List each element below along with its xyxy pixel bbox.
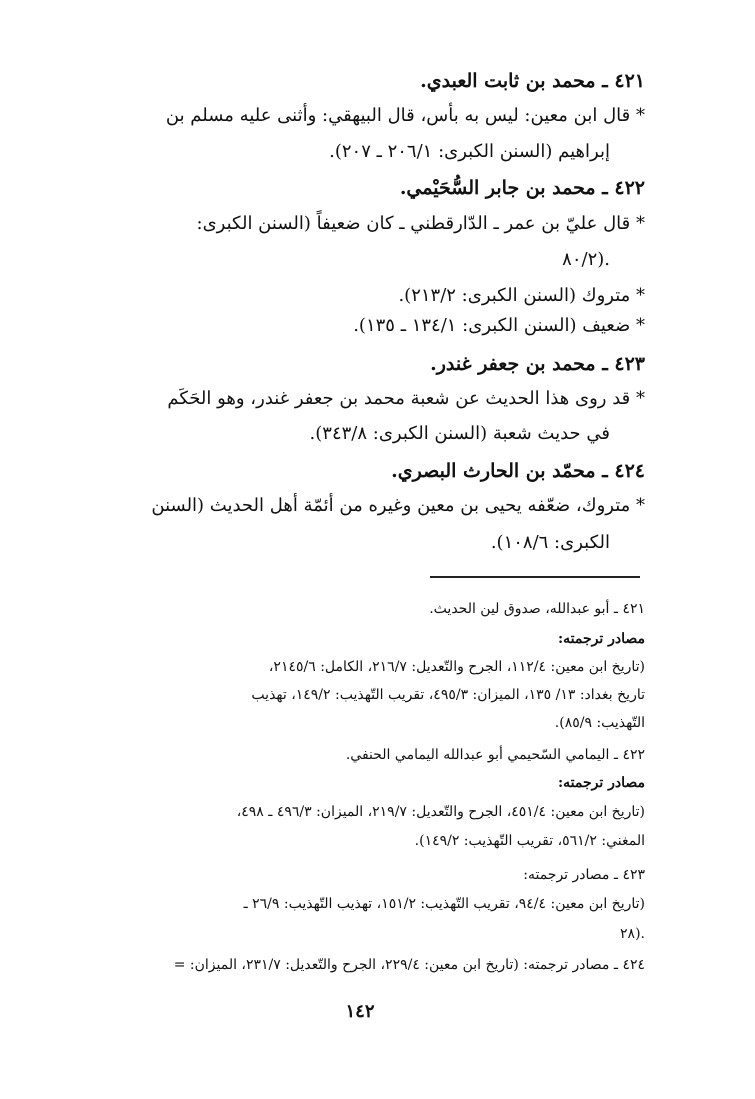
footnote-separator xyxy=(430,576,640,578)
entry-423-line-2: في حديث شعبة (السنن الكبرى: ٣٤٣/٨). xyxy=(309,423,610,444)
entry-422-line-4: * ضعيف (السنن الكبرى: ١٣٤/١ ـ ١٣٥). xyxy=(353,315,645,336)
footnote-421-line-1: ٤٢١ ـ أبو عبدالله، صدوق لين الحديث. xyxy=(429,601,645,617)
entry-423-heading: ٤٢٣ ـ محمد بن جعفر غندر. xyxy=(430,353,645,375)
footnote-424-line-1: ٤٢٤ ـ مصادر ترجمته: (تاريخ ابن معين: ٢٢٩/٤، الجرح والتّعديل: ٢٣١/٧، الميزان: = xyxy=(173,957,645,973)
footnote-423-line-3: ٢٨). xyxy=(620,926,645,942)
footnote-421-line-4: تاريخ بغداد: ١٣/ ١٣٥، الميزان: ٤٩٥/٣، تقريب التّهذيب: ١٤٩/٢، تهذيب xyxy=(251,687,645,703)
entry-422-line-3: * متروك (السنن الكبرى: ٢١٣/٢). xyxy=(398,285,645,306)
footnote-423-line-1: ٤٢٣ ـ مصادر ترجمته: xyxy=(523,867,645,883)
footnote-422-line-4: المغني: ٥٦١/٢، تقريب التّهذيب: ١٤٩/٢). xyxy=(414,833,645,849)
footnote-423-line-2: (تاريخ ابن معين: ٩٤/٤، تقريب التّهذيب: ١٥١/٢، تهذيب التّهذيب: ٢٦/٩ ـ xyxy=(243,896,645,912)
entry-422-line-2: ٨٠/٢). xyxy=(562,249,610,270)
entry-423-line-1: * قد روى هذا الحديث عن شعبة محمد بن جعفر غندر، وهو الحَكَم xyxy=(167,388,645,409)
entry-421-line-2: إبراهيم (السنن الكبرى: ٢٠٦/١ ـ ٢٠٧). xyxy=(329,141,610,162)
footnote-422-line-3: (تاريخ ابن معين: ٤٥١/٤، الجرح والتّعديل: ٢١٩/٧، الميزان: ٤٩٦/٣ ـ ٤٩٨، xyxy=(236,804,645,820)
entry-421-line-1: * قال ابن معين: ليس به بأس، قال البيهقي: وأثنى عليه مسلم بن xyxy=(165,105,645,126)
entry-424-line-1: * متروك، ضعّفه يحيى بن معين وغيره من أئمّة أهل الحديث (السنن xyxy=(151,495,645,516)
page-number: ١٤٢ xyxy=(345,1001,375,1022)
footnote-421-sources-heading: مصادر ترجمته: xyxy=(557,631,645,647)
entry-422-line-1: * قال عليّ بن عمر ـ الدّارقطني ـ كان ضعيفاً (السنن الكبرى: xyxy=(196,213,645,234)
footnote-421-line-3: (تاريخ ابن معين: ١١٢/٤، الجرح والتّعديل: ٢١٦/٧، الكامل: ٢١٤٥/٦، xyxy=(268,659,645,675)
entry-424-heading: ٤٢٤ ـ محمّد بن الحارث البصري. xyxy=(391,460,645,482)
footnote-422-line-1: ٤٢٢ ـ اليمامي السّحيمي أبو عبدالله اليمامي الحنفي. xyxy=(345,747,645,763)
footnote-422-sources-heading: مصادر ترجمته: xyxy=(557,775,645,791)
entry-422-heading: ٤٢٢ ـ محمد بن جابر السُّحَيْمي. xyxy=(399,177,645,199)
footnote-421-line-5: التّهذيب: ٨٥/٩). xyxy=(554,715,645,731)
entry-424-line-2: الكبرى: ١٠٨/٦). xyxy=(490,532,610,553)
entry-421-heading: ٤٢١ ـ محمد بن ثابت العبدي. xyxy=(420,70,645,92)
